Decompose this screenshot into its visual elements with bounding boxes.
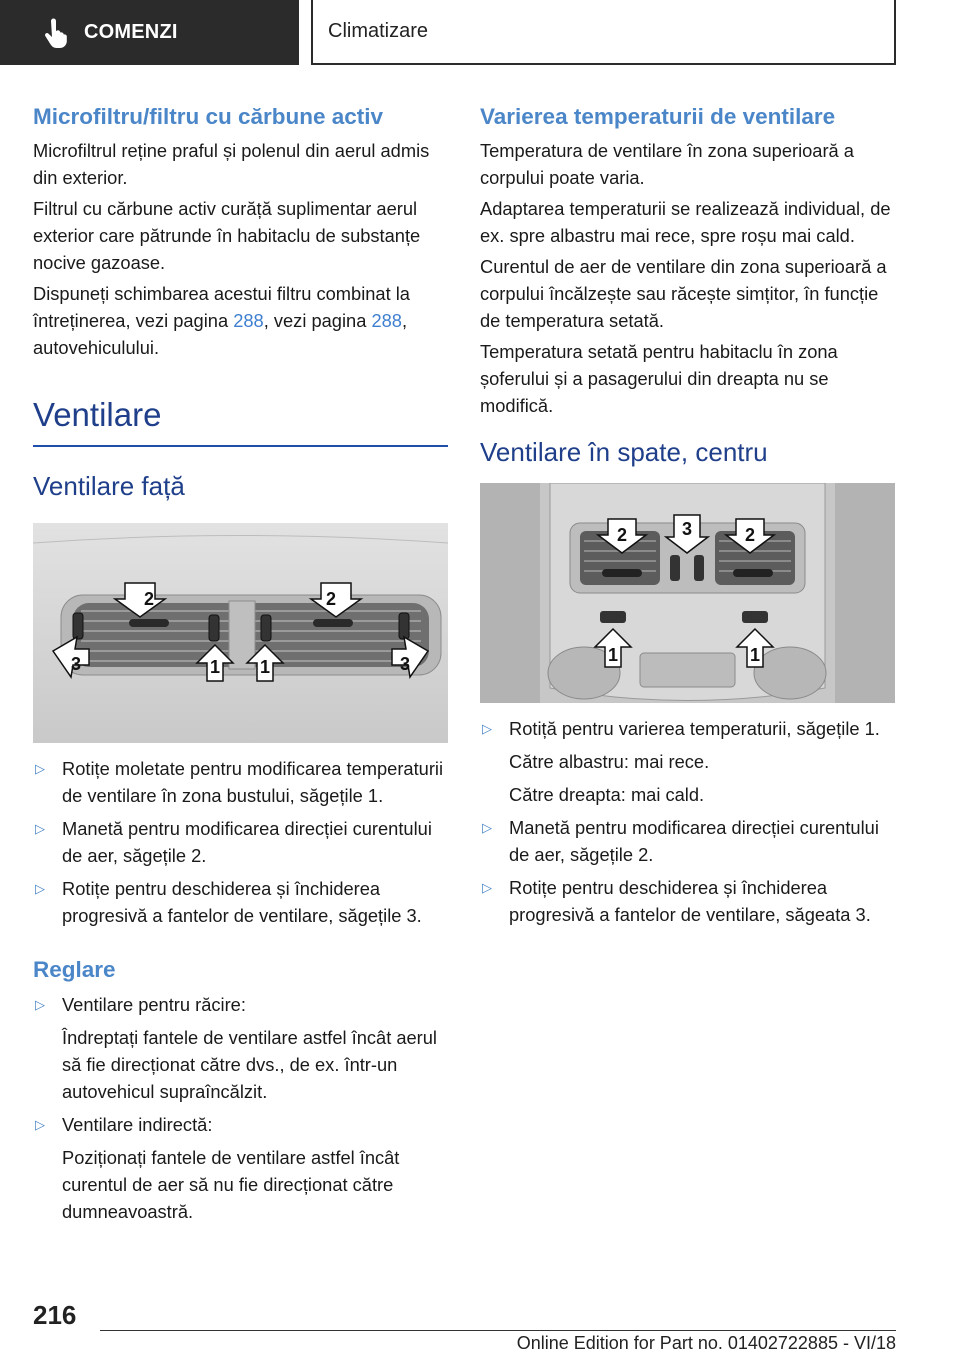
temp-paragraph-4: Temperatura setată pentru habitaclu în zona șoferului și a pasagerului din dreapta nu se modifică. — [480, 341, 838, 416]
right-column — [480, 100, 895, 928]
footer-rule — [100, 1330, 896, 1331]
front-ventilation-title: Ventilare față — [33, 471, 185, 501]
rear-label-3-center: 3 — [681, 519, 693, 539]
adjust-heading: Reglare — [33, 957, 116, 982]
list-item-text: Manetă pentru modificarea direcției curentului de aer, săgețile 2. — [62, 818, 432, 866]
temp-paragraph-1: Temperatura de ventilare în zona superioară a corpului poate varia. — [480, 140, 854, 188]
hand-pointer-icon — [38, 15, 74, 51]
list-item-detail: Îndreptați fantele de ventilare astfel încât aerul să fie direcționat către dvs., de ex. într-un autovehicul supraîncălzit. — [62, 1027, 437, 1102]
list-item-text: Rotițe pentru deschiderea și închiderea progresivă a fantelor de ventilare, săgeata 3. — [509, 877, 871, 925]
chapter-rule — [33, 445, 448, 447]
triangle-bullet-icon: ▷ — [482, 820, 492, 835]
front-label-1-left: 1 — [209, 657, 221, 677]
page-number: 216 — [33, 1300, 77, 1330]
rear-label-2-left: 2 — [616, 525, 628, 545]
list-item — [33, 1111, 448, 1225]
front-label-2-right: 2 — [325, 589, 337, 609]
rear-label-2-right: 2 — [744, 525, 756, 545]
triangle-bullet-icon: ▷ — [35, 1117, 45, 1132]
front-label-3-right: 3 — [399, 654, 411, 674]
filter-paragraph-3 — [33, 280, 448, 361]
filter-paragraph-1: Microfiltrul reține praful și polenul din aerul admis din exterior. — [33, 140, 430, 188]
list-item-sub: Către albastru: mai rece. — [509, 751, 710, 772]
front-vents-figure — [33, 523, 448, 743]
list-item — [480, 814, 895, 868]
left-column — [33, 100, 448, 1225]
temp-paragraph-2: Adaptarea temperaturii se realizează individual, de ex. spre albastru mai rece, spre roșu mai cald. — [480, 198, 891, 246]
list-item-text: Rotiță pentru varierea temperaturii, săgețile 1. — [509, 718, 880, 739]
triangle-bullet-icon: ▷ — [35, 821, 45, 836]
list-item — [33, 991, 448, 1105]
filter-p3-text-a: Dispuneți schimbarea acestui filtru combinat la întreținerea, vezi pagina — [33, 283, 410, 331]
rear-label-1-left: 1 — [607, 645, 619, 665]
header-tab[interactable] — [0, 0, 299, 65]
chapter-title: Ventilare — [33, 396, 162, 433]
list-item-text: Manetă pentru modificarea direcției curentului de aer, săgețile 2. — [509, 817, 879, 865]
triangle-bullet-icon: ▷ — [35, 881, 45, 896]
triangle-bullet-icon: ▷ — [482, 880, 492, 895]
list-item — [480, 715, 895, 808]
front-label-3-left: 3 — [70, 654, 82, 674]
rear-items-list — [480, 715, 895, 928]
filter-paragraph-2: Filtrul cu cărbune activ curăță suplimentar aerul exterior care pătrunde în habitaclu de substanțe nocive gazoase. — [33, 198, 421, 273]
page-link-288-a[interactable]: 288 — [233, 310, 264, 331]
list-item — [33, 875, 448, 929]
list-item-detail: Poziționați fantele de ventilare astfel încât curentul de aer să nu fie direcționat către dumneavoastră. — [62, 1147, 400, 1222]
list-item-text: Rotițe moletate pentru modificarea temperaturii de ventilare în zona bustului, săgețile 1. — [62, 758, 444, 806]
filter-p3-text-c: , autovehiculului. — [33, 310, 408, 358]
page-link-288-b[interactable]: 288 — [371, 310, 402, 331]
header-section-label: Climatizare — [328, 20, 429, 42]
header-section — [311, 0, 896, 65]
temp-heading: Varierea temperaturii de ventilare — [480, 104, 836, 129]
rear-ventilation-title: Ventilare în spate, centru — [480, 437, 768, 467]
list-item — [480, 874, 895, 928]
triangle-bullet-icon: ▷ — [35, 761, 45, 776]
list-item — [33, 815, 448, 869]
list-item-title: Ventilare pentru răcire: — [62, 994, 246, 1015]
filter-heading: Microfiltru/filtru cu cărbune activ — [33, 104, 384, 129]
header-tab-label: COMENZI — [84, 21, 178, 43]
adjust-items-list — [33, 991, 448, 1225]
filter-p3-text-b: , vezi pagina — [263, 310, 372, 331]
triangle-bullet-icon: ▷ — [35, 997, 45, 1012]
temp-paragraph-3: Curentul de aer de ventilare din zona superioară a corpului încălzește sau răcește simțitor, în funcție de temperatura setată. — [480, 256, 887, 331]
list-item-sub: Către dreapta: mai cald. — [509, 784, 705, 805]
list-item — [33, 755, 448, 809]
front-items-list — [33, 755, 448, 929]
footer-edition: Online Edition for Part no. 01402722885 - VI/18 — [516, 1333, 896, 1353]
triangle-bullet-icon: ▷ — [482, 721, 492, 736]
front-label-2-left: 2 — [143, 589, 155, 609]
rear-vents-figure — [480, 483, 895, 703]
front-label-1-right: 1 — [259, 657, 271, 677]
rear-label-1-right: 1 — [749, 645, 761, 665]
list-item-title: Ventilare indirectă: — [62, 1114, 213, 1135]
list-item-text: Rotițe pentru deschiderea și închiderea progresivă a fantelor de ventilare, săgețile 3. — [62, 878, 422, 926]
